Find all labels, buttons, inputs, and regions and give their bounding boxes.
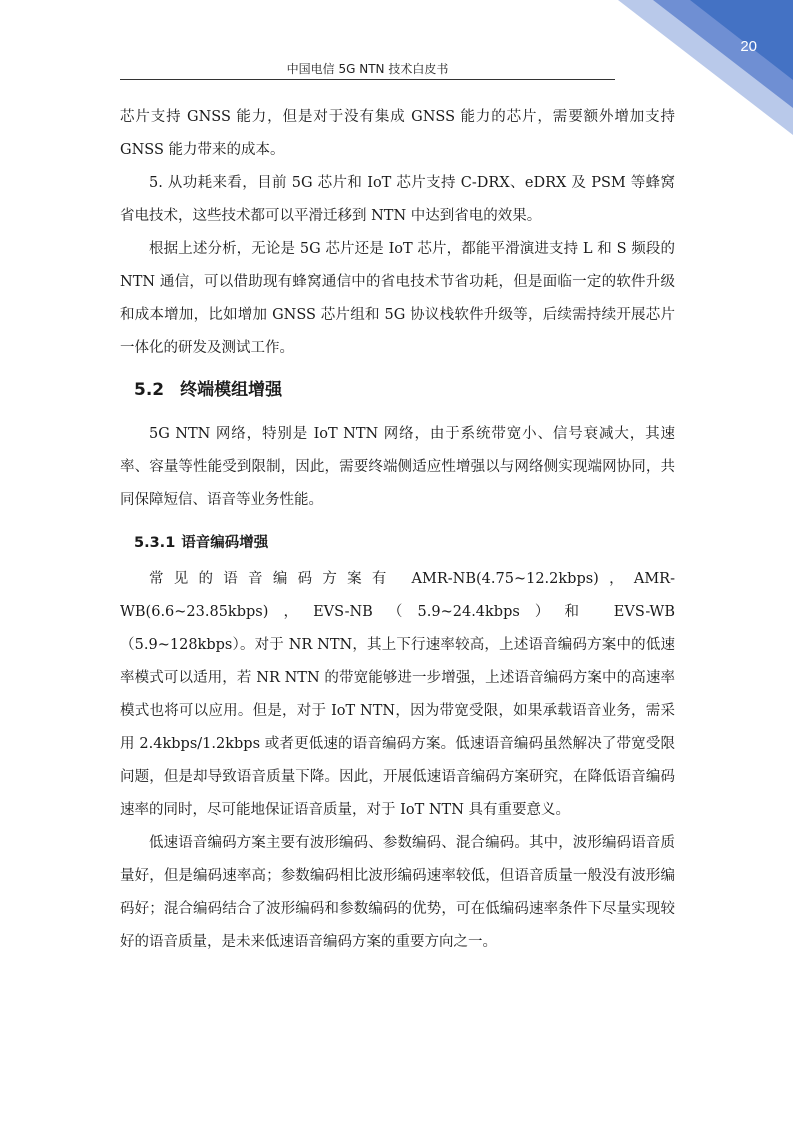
paragraph-terminal-enhancement: 5G NTN 网络，特别是 IoT NTN 网络，由于系统带宽小、信号衰减大，其速率、容量等性能受到限制，因此，需要终端侧适应性增强以与网络侧实现端网协同，共同保障短信、语音等业务性能。 [120,426,675,508]
section-title: 语音编码增强 [181,535,269,551]
paragraph-gnss-cost: 芯片支持 GNSS 能力，但是对于没有集成 GNSS 能力的芯片，需要额外增加支持 GNSS 能力带来的成本。 [120,109,675,158]
paragraph-analysis-summary: 根据上述分析，无论是 5G 芯片还是 IoT 芯片，都能平滑演进支持 L 和 S 频段的 NTN 通信，可以借助现有蜂窝通信中的省电技术节省功耗，但是面临一定的软件升级和成本增加，比如增加 GNSS 芯片组和 5G 协议栈软件升级等，后续需持续开展芯片一体化的研发及测试工作。 [120,241,675,356]
paragraph-low-rate-coding: 低速语音编码方案主要有波形编码、参数编码、混合编码。其中，波形编码语音质量好，但是编码速率高；参数编码相比波形编码速率较低，但语音质量一般没有波形编码好；混合编码结合了波形编码和参数编码的优势，可在低编码速率条件下尽量实现较好的语音质量，是未来低速语音编码方案的重要方向之一。 [120,835,675,950]
section-heading-5-3-1 [134,528,675,558]
section-number: 5.2 [134,380,165,400]
document-header-title: 中国电信 5G NTN 技术白皮书 [286,62,449,76]
page-number: 20 [740,38,757,55]
section-number: 5.3.1 [134,535,176,551]
page-content [120,101,675,959]
paragraph-power-saving: 5. 从功耗来看，目前 5G 芯片和 IoT 芯片支持 C-DRX、eDRX 及 PSM 等蜂窝省电技术，这些技术都可以平滑迁移到 NTN 中达到省电的效果。 [120,175,675,224]
paragraph-voice-codecs: 常见的语音编码方案有 AMR-NB(4.75~12.2kbps)，AMR-WB(6.6~23.85kbps)，EVS-NB（5.9~24.4kbps）和 EVS-WB（5.9~128kbps）。对于 NR NTN，其上下行速率较高，上述语音编码方案中的低速率模式可以适用，若 NR NTN 的带宽能够进一步增强，上述语音编码方案中的高速率模式也将可以应用。但是，对于 IoT NTN，因为带宽受限，如果承载语音业务，需采用 2.4kbps/1.2kbps 或者更低速的语音编码方案。低速语音编码虽然解决了带宽受限问题，但是却导致语音质量下降。因此，开展低速语音编码方案研究，在降低语音编码速率的同时，尽可能地保证语音质量，对于 IoT NTN 具有重要意义。 [120,571,675,818]
header-divider [120,79,615,80]
section-heading-5-2 [134,372,675,408]
section-title: 终端模组增强 [180,380,283,400]
